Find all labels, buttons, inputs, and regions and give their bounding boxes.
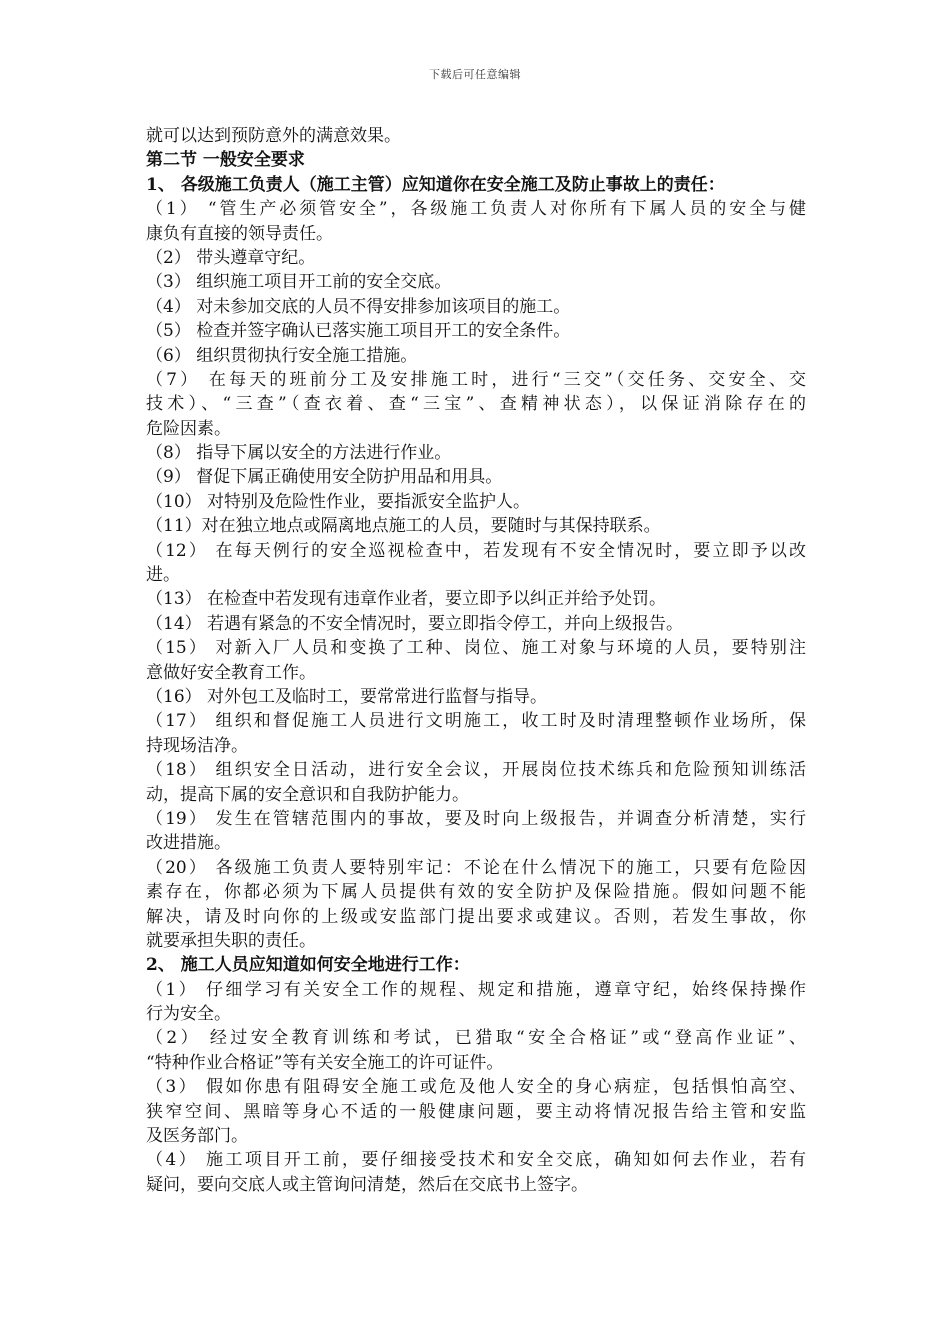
text-line: 就要承担失职的责任。	[146, 930, 316, 951]
text-line: （16） 对外包工及临时工，要常常进行监督与指导。	[146, 686, 548, 707]
text-line: （2） 带头遵章守纪。	[146, 247, 316, 268]
text-line: 技术）、“三查”（查衣着、查“三宝”、查精神状态），以保证消除存在的	[146, 394, 806, 415]
text-line: （3） 假如你患有阻碍安全施工或危及他人安全的身心病症，包括惧怕高空、	[146, 1077, 806, 1098]
text-line: 行为安全。	[146, 1004, 231, 1025]
text-line: （4） 施工项目开工前，要仔细接受技术和安全交底，确知如何去作业，若有	[146, 1150, 806, 1171]
text-line: 疑问，要向交底人或主管询问清楚，然后在交底书上签字。	[146, 1174, 588, 1195]
section-heading: 1、 各级施工负责人（施工主管）应知道你在安全施工及防止事故上的责任：	[146, 174, 725, 195]
text-line: 进。	[146, 565, 180, 586]
text-line: （3） 组织施工项目开工前的安全交底。	[146, 272, 452, 293]
text-line: （11）对在独立地点或隔离地点施工的人员，要随时与其保持联系。	[146, 516, 661, 537]
text-line: （18） 组织安全日活动，进行安全会议，开展岗位技术练兵和危险预知训练活	[146, 760, 806, 781]
text-line: （5） 检查并签字确认已落实施工项目开工的安全条件。	[146, 321, 571, 342]
text-line: （1） “管生产必须管安全”，各级施工负责人对你所有下属人员的安全与健	[146, 199, 806, 220]
text-line: 素存在，你都必须为下属人员提供有效的安全防护及保险措施。假如问题不能	[146, 882, 806, 903]
text-line: （7） 在每天的班前分工及安排施工时，进行“三交”（交任务、交安全、交	[146, 369, 806, 390]
text-line: 意做好安全教育工作。	[146, 662, 316, 683]
text-line: （19） 发生在管辖范围内的事故，要及时向上级报告，并调查分析清楚，实行	[146, 808, 806, 829]
text-line: （9） 督促下属正确使用安全防护用品和用具。	[146, 467, 503, 488]
text-line: （15） 对新入厂人员和变换了工种、岗位、施工对象与环境的人员，要特别注	[146, 638, 806, 659]
text-line: （17） 组织和督促施工人员进行文明施工，收工时及时清理整顿作业场所，保	[146, 711, 806, 732]
text-line: （4） 对未参加交底的人员不得安排参加该项目的施工。	[146, 296, 571, 317]
text-line: 持现场洁净。	[146, 735, 248, 756]
text-line: 改进措施。	[146, 833, 231, 854]
text-line: （13） 在检查中若发现有违章作业者，要立即予以纠正并给予处罚。	[146, 589, 667, 610]
text-line: 就可以达到预防意外的满意效果。	[146, 126, 401, 146]
text-line: “特种作业合格证”等有关安全施工的许可证件。	[146, 1052, 504, 1073]
text-line: （14） 若遇有紧急的不安全情况时，要立即指令停工，并向上级报告。	[146, 613, 684, 634]
text-line: 康负有直接的领导责任。	[146, 223, 333, 244]
section-heading: 第二节 一般安全要求	[146, 150, 305, 171]
text-line: （2） 经过安全教育训练和考试，已猎取“安全合格证”或“登高作业证”、	[146, 1028, 806, 1049]
text-line: 危险因素。	[146, 418, 231, 439]
text-line: 动，提高下属的安全意识和自我防护能力。	[146, 784, 469, 805]
text-line: （6） 组织贯彻执行安全施工措施。	[146, 345, 418, 366]
text-line: （10） 对特别及危险性作业，要指派安全监护人。	[146, 491, 531, 512]
text-line: 狭窄空间、黑暗等身心不适的一般健康问题，要主动将情况报告给主管和安监	[146, 1101, 806, 1122]
text-line: （8） 指导下属以安全的方法进行作业。	[146, 443, 452, 464]
section-heading: 2、 施工人员应知道如何安全地进行工作：	[146, 955, 470, 976]
text-line: 及医务部门。	[146, 1126, 248, 1147]
page-header: 下载后可任意编辑	[429, 68, 521, 81]
text-line: 解决，请及时向你的上级或安监部门提出要求或建议。否则，若发生事故，你	[146, 906, 806, 927]
text-line: （20） 各级施工负责人要特别牢记：不论在什么情况下的施工，只要有危险因	[146, 857, 806, 878]
text-line: （1） 仔细学习有关安全工作的规程、规定和措施，遵章守纪，始终保持操作	[146, 979, 806, 1000]
document-body	[146, 124, 806, 1197]
text-line: （12） 在每天例行的安全巡视检查中，若发现有不安全情况时，要立即予以改	[146, 540, 806, 561]
